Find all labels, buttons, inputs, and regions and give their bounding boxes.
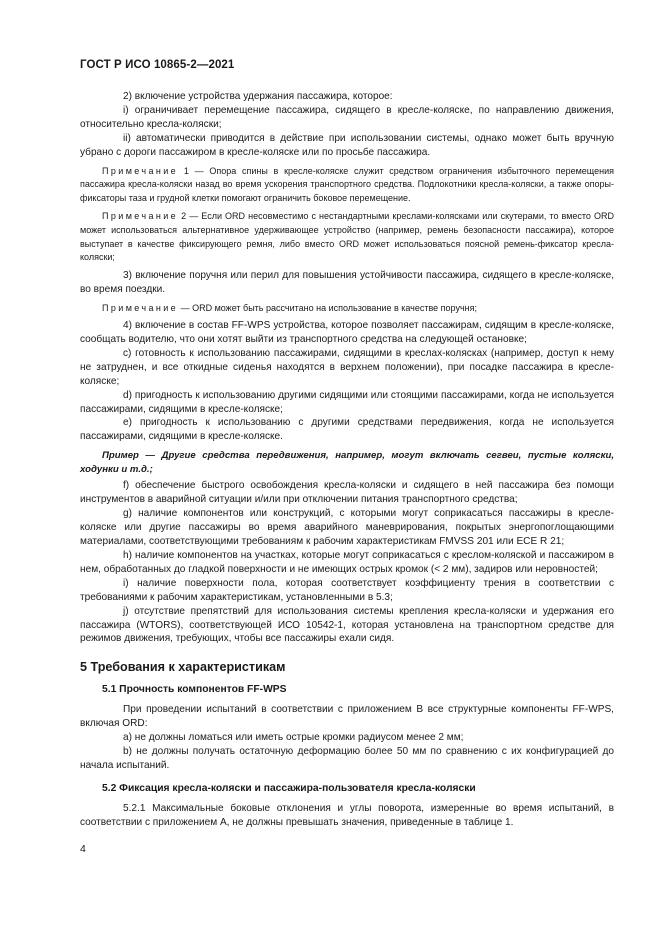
item-2-i: i) ограничивает перемещение пассажира, сидящего в кресле-коляске, по направлению движения, относительно кресла-коляски;	[80, 104, 614, 130]
note-label: Примечание	[102, 165, 179, 176]
document-header: ГОСТ Р ИСО 10865-2—2021	[80, 59, 235, 71]
section-5-1-heading: 5.1 Прочность компонентов FF-WPS	[102, 684, 287, 696]
section-5-1-b: b) не должны получать остаточную деформацию более 50 мм по сравнению с их конфигурацией до начала испытаний.	[80, 746, 614, 771]
item-i: i) наличие поверхности пола, которая соответствует коэффициенту трения в соответствии с требованиями к рабочим характеристикам, установленными в 5.3;	[80, 577, 614, 603]
item-2: 2) включение устройства удержания пассажира, которое:	[123, 91, 393, 102]
note-3	[80, 302, 614, 316]
note-label: Примечание	[102, 211, 179, 222]
note-1	[80, 165, 614, 206]
note-text: — ORD может быть рассчитано на использование в качестве поручня;	[178, 302, 477, 313]
item-f: f) обеспечение быстрого освобождения кресла-коляски и сидящего в ней пассажира без помощи инструментов в аварийной ситуации и/или при отключении питания транспортного средства;	[80, 480, 614, 506]
item-e: e) пригодность к использованию с другими средствами передвижения, когда не используется пассажирами, сидящими в кресле-коляске.	[80, 417, 614, 443]
note-label: Примечание	[102, 302, 179, 313]
example: Пример — Другие средства передвижения, например, могут включать сегвеи, пустые коляски, ходунки и т.д.;	[80, 450, 614, 475]
section-5-2-1-text: 5.2.1 Максимальные боковые отклонения и углы поворота, измеренные во время испытаний, в соответствии с приложением A, не должны превышать значения, приведенные в таблице 1.	[80, 802, 614, 828]
item-c: с) готовность к использованию пассажирами, сидящими в креслах-колясках (например, доступ к нему не затруднен, и все откидные сиденья находятся в верхнем положении), при посадке пассажира в кресле-коляске;	[80, 347, 614, 387]
note-text: 2 — Если ORD несовместимо с нестандартными креслами-колясками или скутерами, то вместо ORD может использоваться альтернативное удерживающее устройство (например, ремень безопасности пассажира), которое выступает в качестве фиксирующего ремня, либо вместо ORD может использоваться поясной ремень-фиксатор кресла-коляски;	[80, 211, 614, 263]
item-g: g) наличие компонентов или конструкций, с которыми могут соприкасаться пассажиры в кресле-коляске или другие пассажиры во время аварийного маневрирования, покрытых энергопоглощающими материалами, соответствующими требованиям к рабочим характеристикам FMVSS 201 или ECE R 21;	[80, 508, 614, 548]
item-3: 3) включение поручня или перил для повышения устойчивости пассажира, сидящего в кресле-коляске, во время поездки.	[80, 269, 614, 295]
item-d: d) пригодность к использованию другими сидящими или стоящими пассажирами, когда не используется пассажирами, сидящими в кресле-коляске;	[80, 389, 614, 415]
section-5-1-text: При проведении испытаний в соответствии с приложением B все структурные компоненты FF-WPS, включая ORD:	[80, 704, 614, 730]
section-5-heading: 5 Требования к характеристикам	[80, 660, 286, 675]
page-content	[80, 90, 614, 830]
page-number: 4	[80, 843, 86, 855]
item-2-ii: ii) автоматически приводится в действие при использовании системы, однако может быть вручную убрано с дороги пассажиром в кресле-коляске или по просьбе пассажира.	[80, 132, 614, 158]
section-5-2-heading: 5.2 Фиксация кресла-коляски и пассажира-пользователя кресла-коляски	[102, 782, 476, 794]
note-2	[80, 210, 614, 264]
item-j: j) отсутствие препятствий для использования системы крепления кресла-коляски и удержания его пассажира (WTORS), соответствующей ИСО 10542-1, которая установлена на транспортном средстве для режимов движения, требующих, чтобы все пассажиры ехали сидя.	[80, 605, 614, 645]
note-text: 1 — Опора спины в кресле-коляске служит средством ограничения избыточного перемещения пассажира кресла-коляски назад во время ускорения транспортного средства. Подлокотники кресла-коляски, а также опоры-фиксаторы таза и грудной клетки помогают ограничить боковое перемещение.	[80, 165, 614, 203]
item-h: h) наличие компонентов на участках, которые могут соприкасаться с креслом-коляской и пассажиром в нем, обработанных до гладкой поверхности и не имеющих острых кромок (< 2 мм), задиров или неровностей;	[80, 549, 614, 575]
item-4: 4) включение в состав FF-WPS устройства, которое позволяет пассажирам, сидящим в кресле-коляске, сообщать водителю, что они хотят выйти из транспортного средства на следующей остановке;	[80, 320, 614, 345]
section-5-1-a: а) не должны ломаться или иметь острые кромки радиусом менее 2 мм;	[123, 732, 464, 744]
